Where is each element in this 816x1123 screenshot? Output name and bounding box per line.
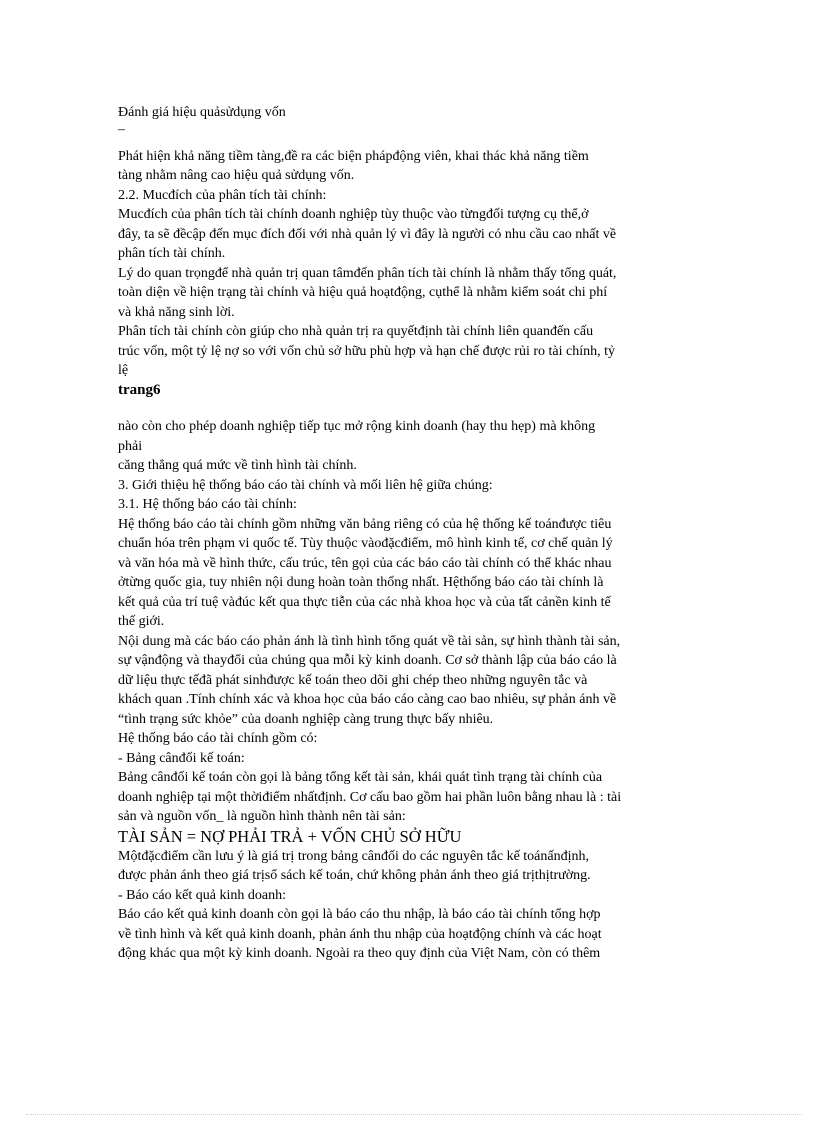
text-line: kết quả của trí tuệ vàđúc kết qua thực tiễn của các nhà khoa học và của tất cảnền kinh tế: [118, 594, 611, 610]
text-line: động khác qua một kỳ kinh doanh. Ngoài ra theo quy định của Việt Nam, còn có thêm: [118, 946, 601, 961]
section-heading: 3.1. Hệ thống báo cáo tài chính:: [118, 497, 297, 512]
text-line: lệ: [118, 363, 129, 378]
text-line: Lý do quan trọngđể nhà quản trị quan tâmđến phân tích tài chính là nhằm thấy tổng quát,: [118, 265, 617, 281]
bottom-text-block: [118, 417, 703, 964]
text-line: đây, ta sẽ đềcập đến mục đích đối với nhà quản lý vì đây là người có nhu cầu cao nhất về: [118, 226, 617, 242]
text-line: Hệ thống báo cáo tài chính gồm có:: [118, 731, 318, 746]
text-line: Bảng cânđối kế toán còn gọi là bảng tổng kết tài sản, khái quát tình trạng tài chính của: [118, 770, 603, 785]
section-heading: - Bảng cânđối kế toán:: [118, 750, 245, 766]
text-line: toàn diện về hiện trạng tài chính và hiệu quả hoạtđộng, cụthể là nhằm kiểm soát chi phí: [118, 285, 608, 300]
text-line: phải: [118, 438, 143, 454]
section-heading: 3. Giới thiệu hệ thống báo cáo tài chính và mối liên hệ giữa chúng:: [118, 477, 493, 493]
text-line: trúc vốn, một tỷ lệ nợ so với vốn chủ sở hữu phù hợp và hạn chế được rủi ro tài chính, tỷ: [118, 343, 615, 359]
text-line: tàng nhằm nâng cao hiệu quả sửdụng vốn.: [118, 168, 355, 183]
text-line: căng thẳng quá mức về tình hình tài chính.: [118, 458, 357, 473]
text-line: và văn hóa mà về hình thức, cấu trúc, tên gọi của các báo cáo tài chính có thể khác nhau: [118, 555, 612, 571]
section-heading: 2.2. Mucđích của phân tích tài chính:: [118, 187, 327, 203]
text-line: phân tích tài chính.: [118, 246, 226, 261]
text-line: Mộtđặcđiểm cần lưu ý là giá trị trong bảng cânđối do các nguyên tắc kế toánấnđịnh,: [118, 848, 589, 864]
text-line: thế giới.: [118, 614, 165, 629]
text-line: về tình hình và kết quả kinh doanh, phản ánh thu nhập của hoạtđộng chính và các hoạt: [118, 926, 602, 942]
text-line: Nội dung mà các báo cáo phản ánh là tình hình tổng quát về tài sản, sự hình thành tài sản,: [118, 633, 621, 649]
section-heading: - Báo cáo kết quả kinh doanh:: [118, 887, 286, 903]
page-label: trang6: [118, 381, 161, 398]
dash-line: –: [118, 121, 125, 137]
top-text-block: [118, 103, 703, 400]
text-line: Báo cáo kết quả kinh doanh còn gọi là báo cáo thu nhập, là báo cáo tài chính tổng hợp: [118, 907, 601, 922]
page-bottom-rule: [26, 1114, 802, 1115]
text-line: doanh nghiệp tại một thờiđiểm nhấtđịnh. Cơ cấu bao gồm hai phần luôn bằng nhau là : tài: [118, 789, 622, 805]
text-line: Đánh giá hiệu quảsửdụng vốn: [118, 105, 286, 120]
text-line: và khả năng sinh lời.: [118, 304, 235, 320]
text-line: ởtừng quốc gia, tuy nhiên nội dung hoàn toàn thống nhất. Hệthống báo cáo tài chính là: [118, 575, 604, 590]
text-line: sự vậnđộng và thayđổi của chúng qua mỗi kỳ kinh doanh. Cơ sở thành lập của báo cáo là: [118, 653, 617, 668]
text-line: chuẩn hóa trên phạm vi quốc tế. Tùy thuộc vàođặcđiểm, mô hình kinh tế, cơ chế quản lý: [118, 536, 613, 551]
text-line: “tình trạng sức khỏe” của doanh nghiệp càng trung thực bấy nhiêu.: [118, 711, 494, 727]
text-line: được phản ánh theo giá trịsổ sách kế toán, chứ không phản ánh theo giá trịthịtrường.: [118, 868, 591, 883]
text-line: Hệ thống báo cáo tài chính gồm những văn bảng riêng có của hệ thống kế toánđược tiêu: [118, 516, 612, 532]
balance-formula: TÀI SẢN = NỢ PHẢI TRẢ + VỐN CHỦ SỞ HỮU: [118, 826, 462, 846]
text-line: sản và nguồn vốn_ là nguồn hình thành nên tài sản:: [118, 809, 406, 824]
text-line: nào còn cho phép doanh nghiệp tiếp tục mở rộng kinh doanh (hay thu hẹp) mà không: [118, 419, 596, 434]
text-line: dữ liệu thực tếđã phát sinhđược kế toán theo dõi ghi chép theo những nguyên tắc và: [118, 672, 588, 688]
text-line: Phát hiện khả năng tiềm tàng,đề ra các biện phápđộng viên, khai thác khả năng tiềm: [118, 148, 589, 164]
text-line: Phân tích tài chính còn giúp cho nhà quản trị ra quyếtđịnh tài chính liên quanđến cấu: [118, 324, 594, 339]
text-line: khách quan .Tính chính xác và khoa học của báo cáo càng cao bao nhiêu, sự phản ánh về: [118, 692, 617, 707]
text-line: Mucđích của phân tích tài chính doanh nghiệp tùy thuộc vào từngđối tượng cụ thể,ở: [118, 207, 589, 222]
